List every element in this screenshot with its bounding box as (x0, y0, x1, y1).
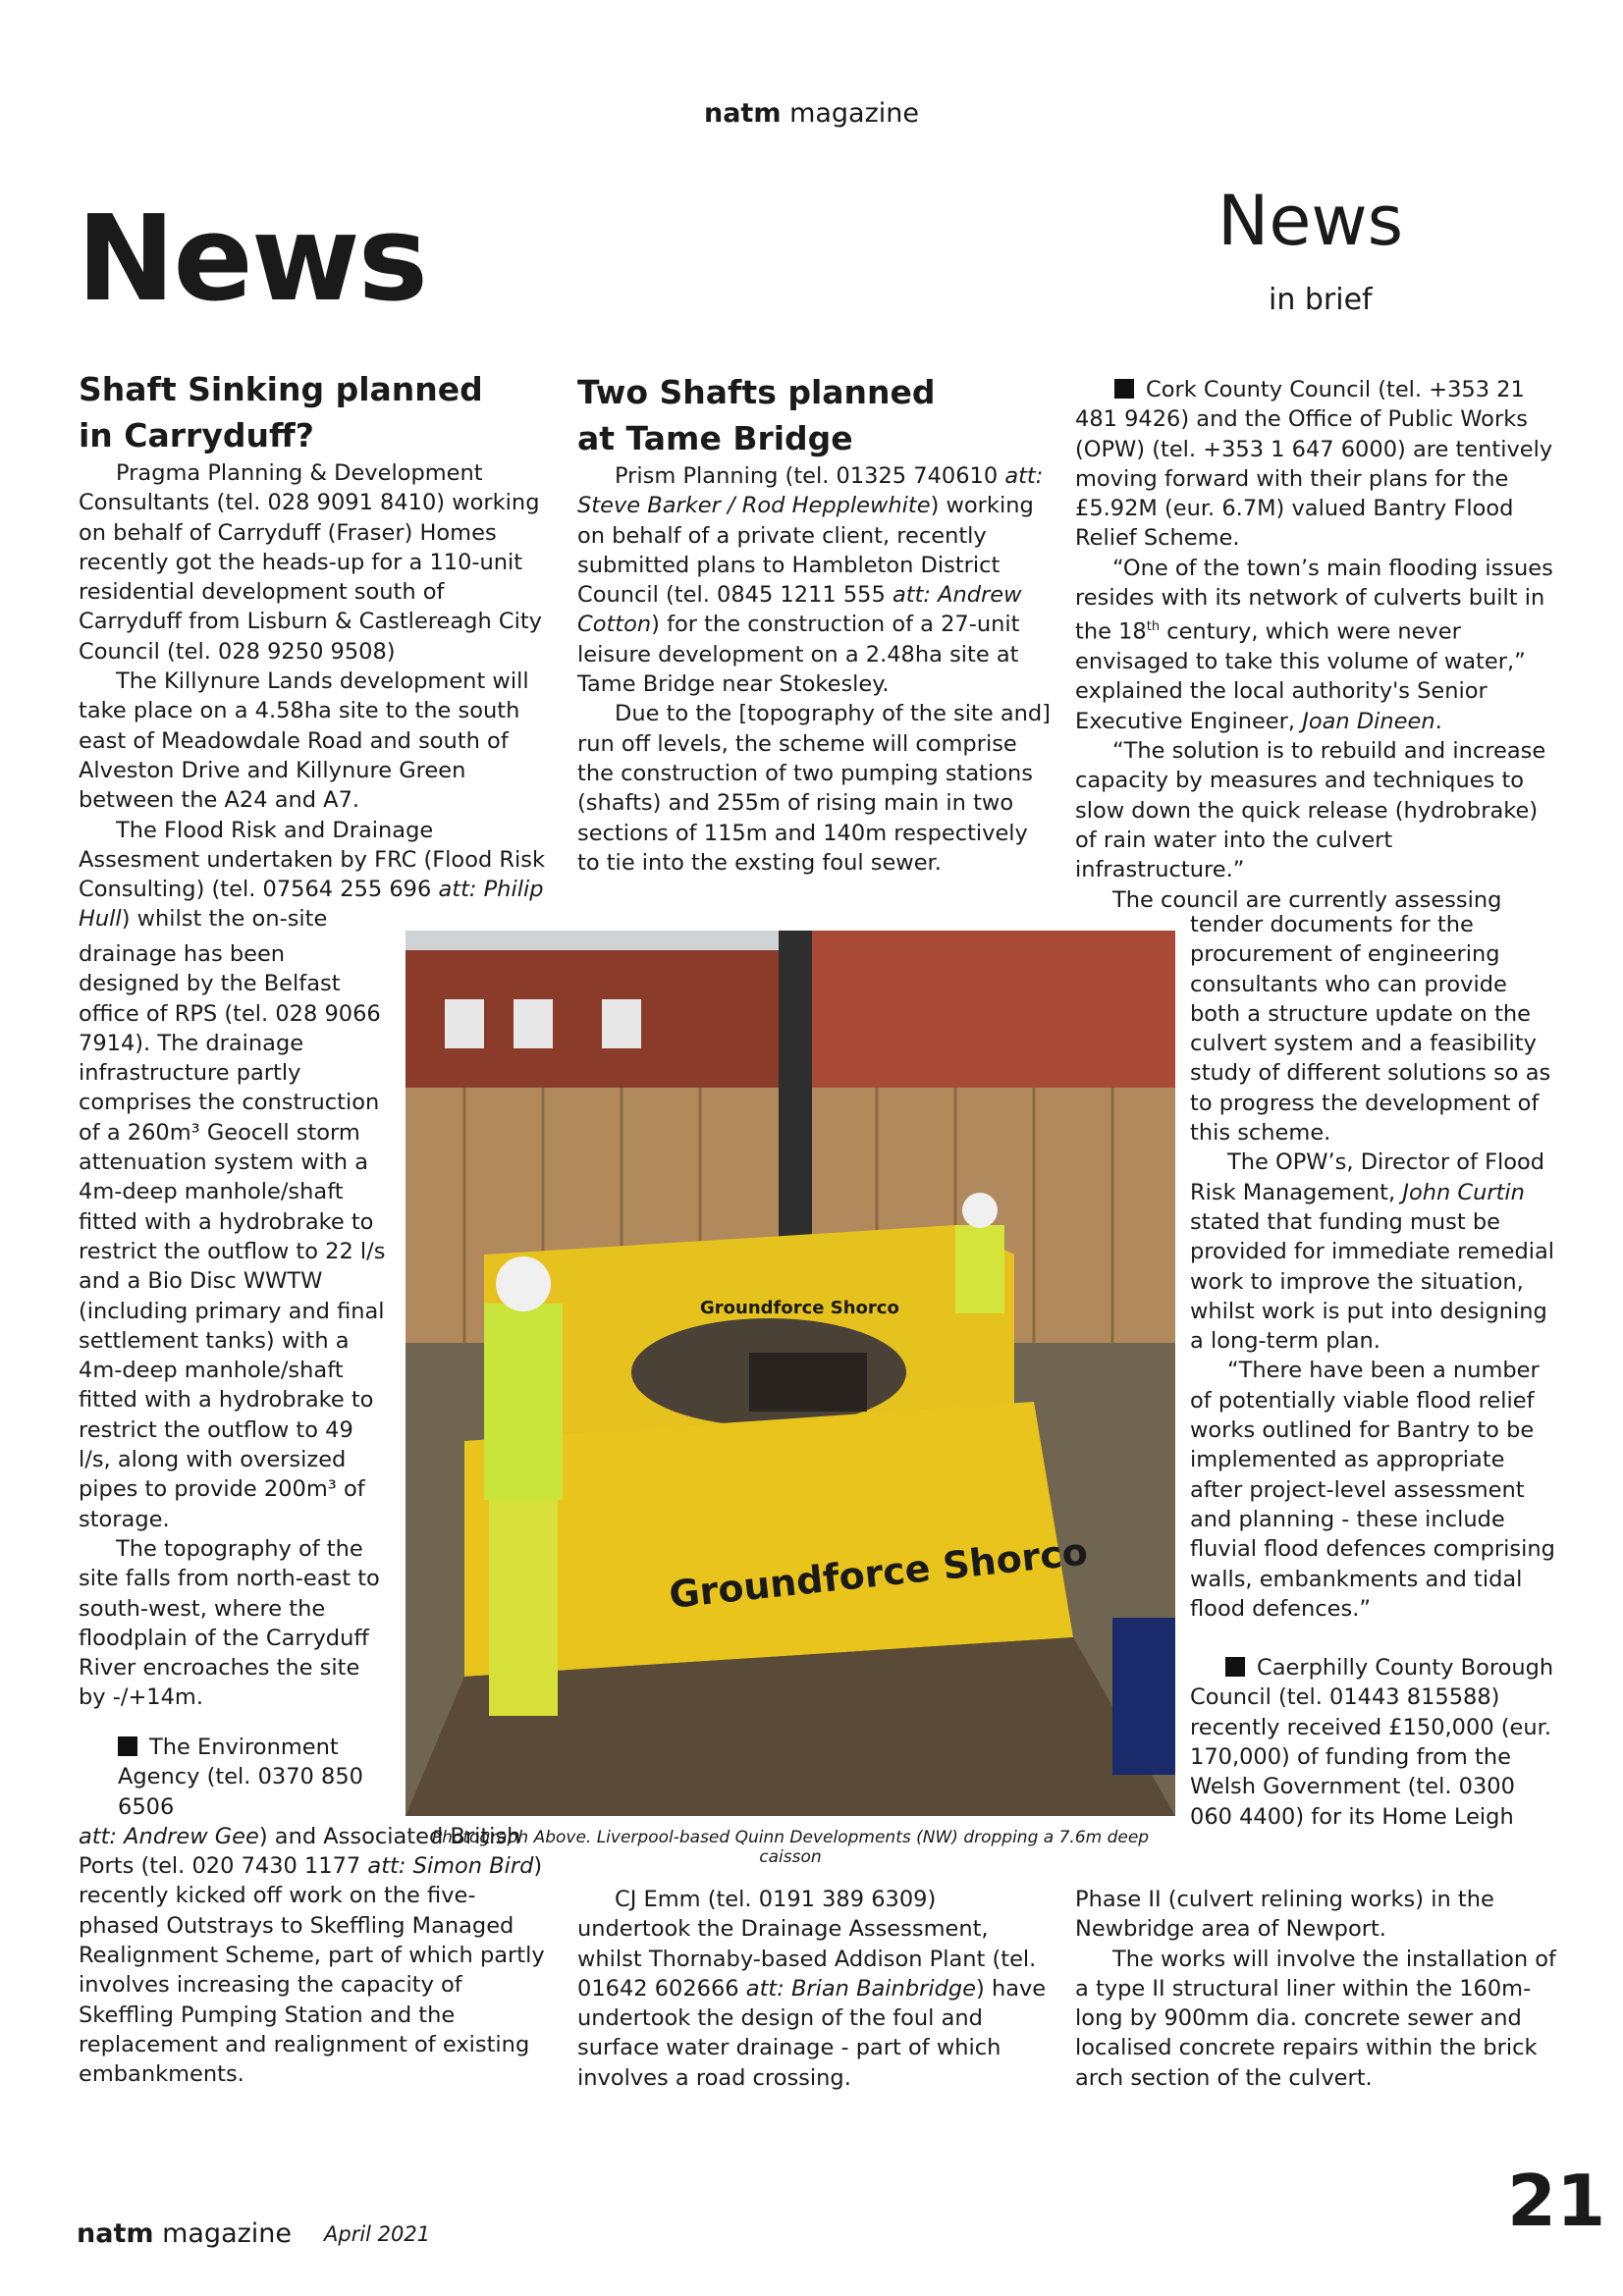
bullet-square-icon (1225, 1657, 1245, 1677)
brief-subtitle: in brief (1269, 283, 1373, 317)
photo-caption: Photograph Above. Liverpool-based Quinn Developments (NW) dropping a 7.6m deep caisson (431, 1828, 1150, 1867)
column-3-bottom (1075, 1885, 1561, 2093)
brief-1-paragraph-2: “One of the town’s main flooding issues resides with its network of culverts built in the 18th century, which were never envisaged to take this volume of water,” explained the local authority's Senior Executive Engineer, Joan Dineen. (1075, 555, 1553, 734)
photo-sign-text: Groundforce Shorco (667, 1529, 1090, 1617)
article-1-paragraph-2: The Killynure Lands development will take place on a 4.58ha site to the south east of Meadowdale Road and south of Alveston Drive and Killynure Green between the A24 and A7. (79, 668, 529, 814)
article-1-paragraph-4: The topography of the site falls from north-east to south-west, where the floodplain of the Carryduff River encroaches the site by -/+14m. (79, 1535, 380, 1711)
contact-name: att: Philip Hull (79, 877, 544, 933)
photo-sign-text-small: Groundforce Shorco (700, 1298, 899, 1318)
bullet-square-icon (1114, 379, 1134, 399)
brief-2-paragraph-2: The works will involve the installation of a type II structural liner within the 160m-long by 900mm dia. concrete sewer and localised concrete repairs within the brick arch section of the culvert. (1075, 1946, 1556, 2091)
column-3-top (1075, 375, 1561, 915)
brief-2-paragraph-1-cont: Phase II (culvert relining works) in the Newbridge area of Newport. (1075, 1887, 1494, 1943)
column-2-top (577, 369, 1054, 878)
page-number: 21 (1507, 2160, 1606, 2242)
brief-2-paragraph-1: Caerphilly County Borough Council (tel. 01443 815588) recently received £150,000 (eur. 170,000) of funding from the Welsh Government (tel. 0300 060 4400) for its Home Leigh (1190, 1655, 1554, 1830)
article-3-heading-line-2: at Tame Bridge (577, 419, 853, 457)
article-1-paragraph-3-cont: drainage has been designed by the Belfast office of RPS (tel. 028 9066 7914). The drainage infrastructure partly comprises the construction of a 260m³ Geocell storm attenuation system with a 4m-deep manhole/shaft fitted with a hydrobrake to restrict the outflow to 22 l/s and a Bio Disc WWTW (including primary and final settlement tanks) with a 4m-deep manhole/shaft fitted with a hydrobrake to restrict the outflow to 49 l/s, along with oversized pipes to provide 200m³ of storage. (79, 941, 386, 1532)
article-2-paragraph-cont: att: Andrew Gee) and Associated British Ports (tel. 020 7430 1177 att: Simon Bird) recently kicked off work on the five-phased Outstrays to Skeffling Managed Realignment Scheme, part of which partly involves increasing the capacity of Skeffling Pumping Station and the replacement and realignment of existing embankments. (79, 1823, 545, 2088)
article-1-heading-line-1: Shaft Sinking planned (79, 370, 483, 408)
bullet-square-icon (118, 1736, 137, 1756)
page-title: News (77, 191, 427, 328)
site-photo (406, 931, 1175, 1816)
article-2-paragraph: The Environment Agency (tel. 0370 850 6506 (118, 1735, 363, 1820)
header-brand-rest: magazine (789, 98, 919, 129)
column-1-narrow (79, 939, 391, 1713)
brief-1-paragraph-4-start: The council are currently assessing (1112, 886, 1502, 913)
article-3-paragraph-1: Prism Planning (tel. 01325 740610 att: Steve Barker / Rod Hepplewhite) working on behalf of a private client, recently submitted plans to Hambleton District Council (tel. 0845 1211 555 att: Andrew Cotton) for the construction of a 27-unit leisure development on a 2.48ha site at Tame Bridge near Stokesley. (577, 463, 1044, 698)
article-3-paragraph-3: CJ Emm (tel. 0191 389 6309) undertook the Drainage Assessment, whilst Thornaby-based Addison Plant (tel. 01642 602666 att: Brian Bainbridge) have undertook the design of the foul and surface water drainage - part of which involves a road crossing. (577, 1887, 1047, 2091)
photo-illustration (406, 931, 1175, 1816)
column-3-narrow (1190, 910, 1563, 1832)
brief-1-paragraph-4: tender documents for the procurement of engineering consultants who can provide both a structure update on the culvert system and a feasibility study of different solutions so as to progress the development of this scheme. (1190, 912, 1551, 1147)
brief-1-paragraph-3: “The solution is to rebuild and increase capacity by measures and techniques to slow down the quick release (hydrobrake) of rain water into the culvert infrastructure.” (1075, 738, 1546, 883)
brief-1-paragraph-5: The OPW’s, Director of Flood Risk Management, John Curtin stated that funding must be provided for immediate remedial work to improve the situation, whilst work is put into designing a long-term plan. (1190, 1149, 1555, 1355)
brief-title: News (1217, 181, 1404, 261)
brief-1-paragraph-6: “There have been a number of potentially viable flood relief works outlined for Bantry to be implemented as appropriate after project-level assessment and planning - these include fluvial flood defences comprising walls, embankments and tidal flood defences.” (1190, 1358, 1555, 1622)
column-2-bottom (577, 1885, 1054, 2093)
footer-brand: natm magazine (77, 2218, 293, 2249)
article-3-paragraph-2: Due to the [topography of the site and] run off levels, the scheme will comprise the construction of two pumping stations (shafts) and 255m of rising main in two sections of 115m and 140m respectively to tie into the exsting foul sewer. (577, 701, 1051, 876)
column-1-top (79, 366, 550, 934)
article-1-paragraph-1: Pragma Planning & Development Consultants (tel. 028 9091 8410) working on behalf of Carryduff (Fraser) Homes recently got the heads-up for a 110-unit residential development south of Carryduff from Lisburn & Castlereagh City Council (tel. 028 9250 9508) (79, 460, 542, 665)
brief-1-paragraph-1: Cork County Council (tel. +353 21 481 9426) and the Office of Public Works (OPW) (tel. +353 1 647 6000) are tentively moving forward with their plans for the £5.92M (eur. 6.7M) valued Bantry Flood Relief Scheme. (1075, 377, 1553, 552)
footer-date: April 2021 (324, 2222, 431, 2246)
article-3-heading-line-1: Two Shafts planned (577, 373, 936, 411)
article-1-heading-line-2: in Carryduff? (79, 416, 314, 454)
running-header (0, 98, 1623, 129)
header-brand-bold: natm (703, 98, 782, 129)
article-1-paragraph-3: The Flood Risk and Drainage Assesment undertaken by FRC (Flood Risk Consulting) (tel. 07564 255 696 att: Philip Hull) whilst the on-site (79, 817, 546, 933)
